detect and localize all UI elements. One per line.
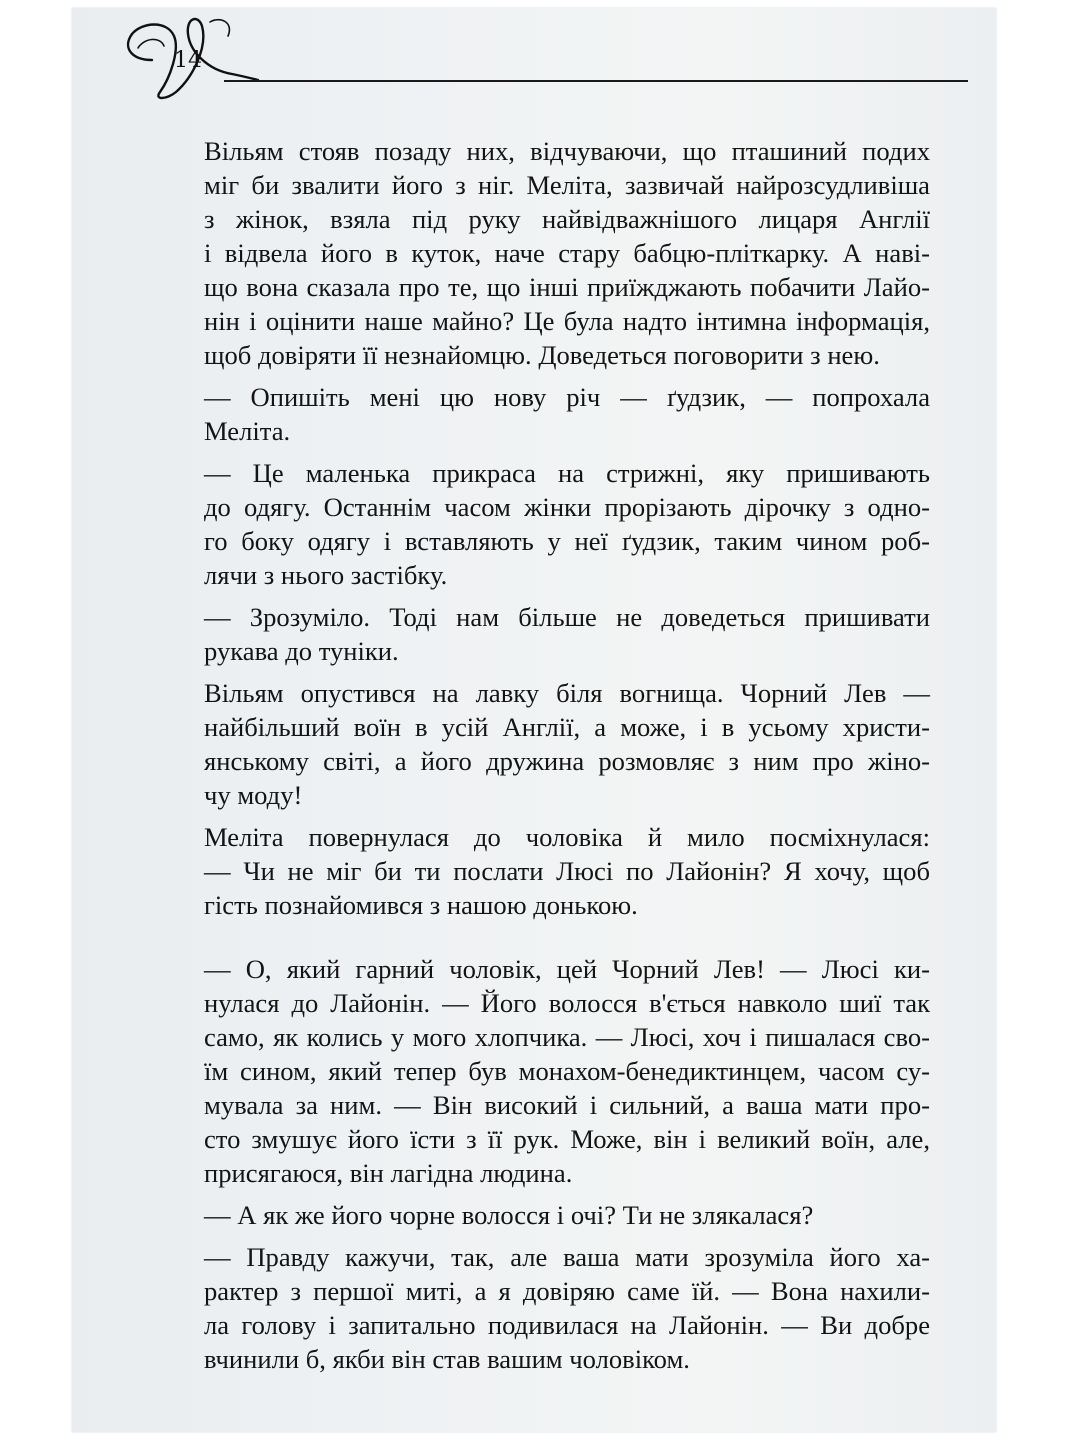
- paragraph-6: [204, 820, 930, 922]
- text-line: гість познайомився з нашою донькою.: [204, 890, 638, 920]
- page-number: 14: [174, 48, 202, 73]
- text-line: — А як же його чорне волосся і очі? Ти не злякалася?: [204, 1200, 814, 1230]
- text-line: вчинили б, якби він став вашим чоловіком.: [204, 1344, 690, 1374]
- text-line: Вільям опустився на лавку біля вогнища. Чорний Лев —: [204, 678, 930, 708]
- text-line: лячи з нього застібку.: [204, 560, 448, 590]
- text-line: міг би звалити його з ніг. Меліта, зазвичай найрозсудливіша: [204, 170, 930, 200]
- paragraph-8: [204, 1198, 930, 1232]
- page-header: [112, 8, 972, 108]
- text-line: і відвела його в куток, наче стару бабцю-пліткарку. А наві-: [204, 238, 930, 268]
- paragraph-9: [204, 1240, 930, 1376]
- header-rule: [224, 80, 968, 82]
- text-line: ла голову і запитально подивилася на Лайонін. — Ви добре: [204, 1310, 930, 1340]
- text-line: — Чи не міг би ти послати Люсі по Лайонін? Я хочу, щоб: [204, 856, 930, 886]
- body-text: [204, 134, 930, 1376]
- text-line: присягаюся, він лагідна людина.: [204, 1158, 573, 1188]
- paragraph-1: [204, 134, 930, 372]
- text-line: — О, який гарний чоловік, цей Чорний Лев! — Люсі ки-: [204, 954, 930, 984]
- text-line: го боку одягу і вставляють у неї ґудзик, таким чином роб-: [204, 526, 930, 556]
- text-line: до одягу. Останнім часом жінки прорізають дірочку з одно-: [204, 492, 930, 522]
- text-line: їм сином, який тепер був монахом-бенедиктинцем, часом су-: [204, 1056, 930, 1086]
- text-line: само, як колись у мого хлопчика. — Люсі, хоч і пишалася сво-: [204, 1022, 930, 1052]
- text-line: янському світі, а його дружина розмовляє з ним про жіно-: [204, 746, 930, 776]
- text-line: нулася до Лайонін. — Його волосся в'ється навколо шиї так: [204, 988, 930, 1018]
- text-line: Меліта.: [204, 416, 291, 446]
- text-line: рактер з першої миті, а я довіряю саме їй. — Вона нахили-: [204, 1276, 930, 1306]
- text-line: чу моду!: [204, 780, 303, 810]
- paragraph-2: [204, 380, 930, 448]
- text-line: — Це маленька прикраса на стрижні, яку пришивають: [204, 458, 930, 488]
- text-line: Вільям стояв позаду них, відчуваючи, що пташиний подих: [204, 136, 930, 166]
- text-line: що вона сказала про те, що інші приїжджають побачити Лайо-: [204, 272, 930, 302]
- text-line: щоб довіряти її незнайомцю. Доведеться поговорити з нею.: [204, 340, 880, 370]
- paragraph-7: [204, 952, 930, 1190]
- text-line: — Опишіть мені цю нову річ — ґудзик, — попрохала: [204, 382, 930, 412]
- text-line: найбільший воїн в усій Англії, а може, і в усьому христи-: [204, 712, 930, 742]
- text-line: з жінок, взяла під руку найвідважнішого лицаря Англії: [204, 204, 930, 234]
- paragraph-4: [204, 600, 930, 668]
- text-line: — Правду кажучи, так, але ваша мати зрозуміла його ха-: [204, 1242, 930, 1272]
- text-line: нін і оцінити наше майно? Це була надто інтимна інформація,: [204, 306, 930, 336]
- text-line: мувала за ним. — Він високий і сильний, а ваша мати про-: [204, 1090, 930, 1120]
- book-page: [72, 8, 996, 1432]
- text-line: сто змушує його їсти з її рук. Може, він і великий воїн, але,: [204, 1124, 930, 1154]
- paragraph-3: [204, 456, 930, 592]
- text-line: Меліта повернулася до чоловіка й мило посміхнулася:: [204, 822, 930, 852]
- text-line: рукава до туніки.: [204, 636, 399, 666]
- paragraph-5: [204, 676, 930, 812]
- text-line: — Зрозуміло. Тоді нам більше не доведеться пришивати: [204, 602, 930, 632]
